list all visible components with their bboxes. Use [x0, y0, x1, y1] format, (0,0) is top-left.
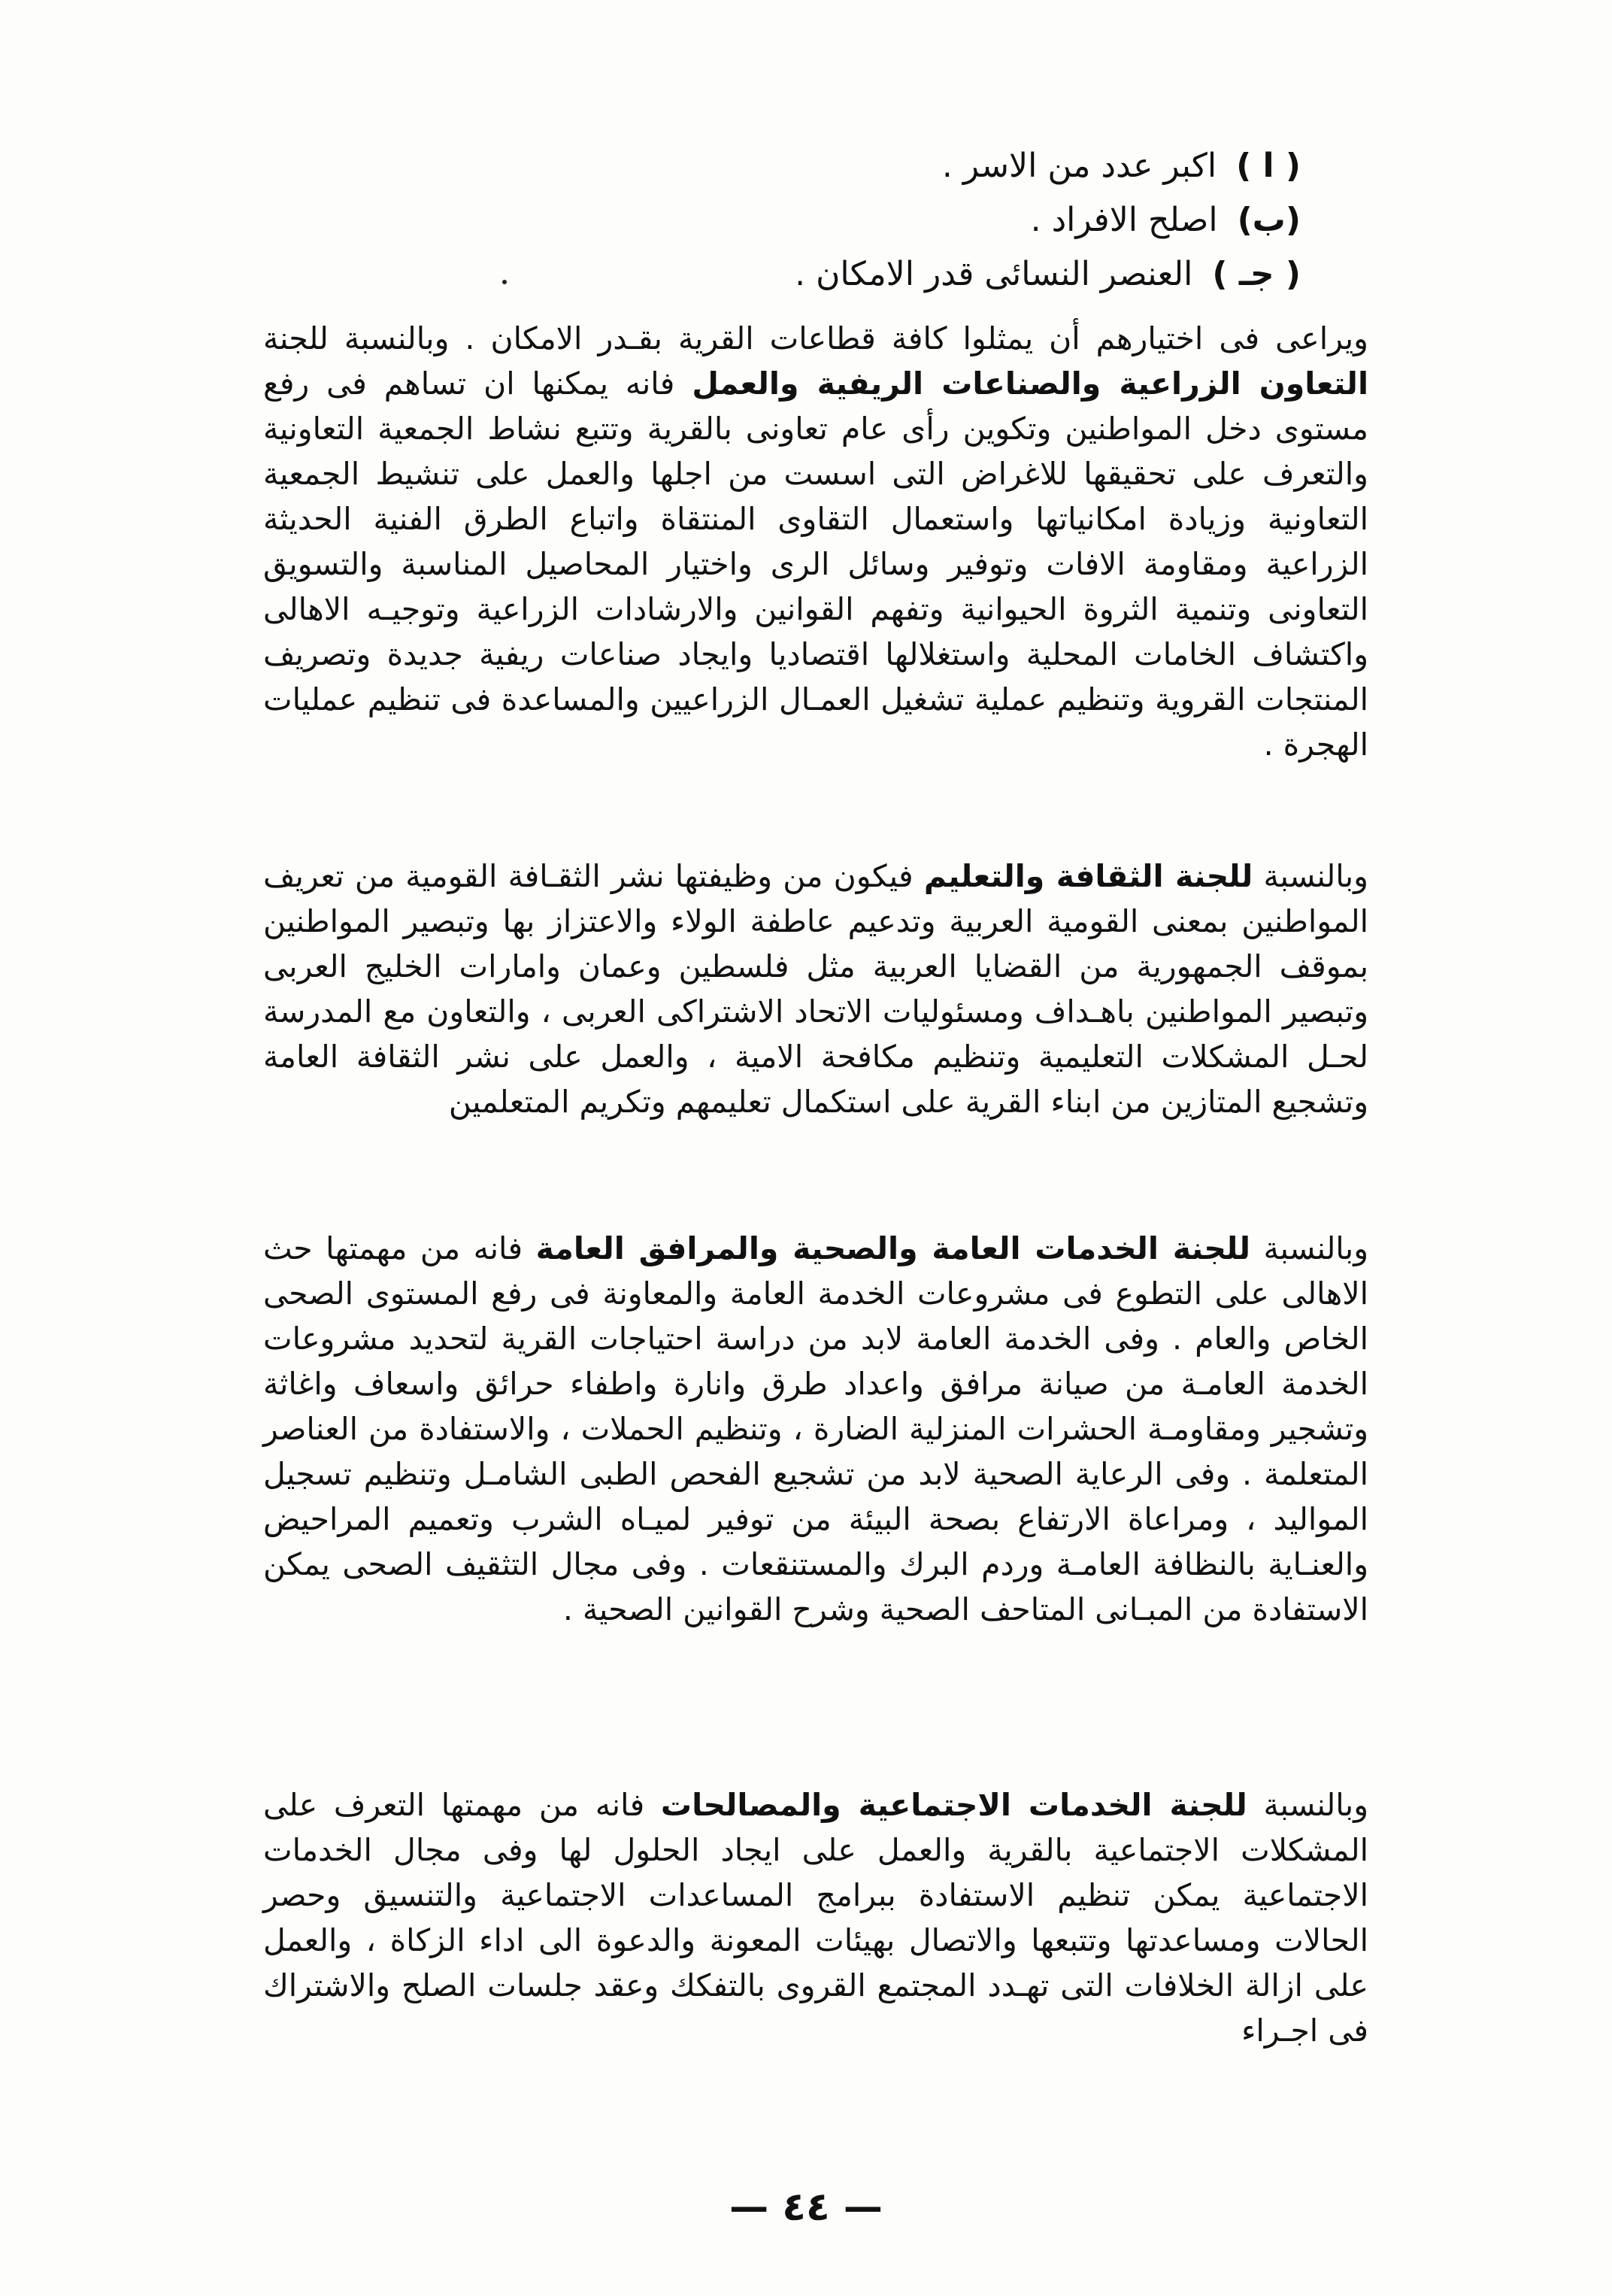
- paragraph-body: فيكون من وظيفتها نشر الثقـافة القومية من تعريف المواطنين بمعنى القومية العربية وتدعيم عاطفة الولاء والاعتزاز بها وتبصير المواطنين بموقف الجمهورية من القضايا العربية مثل فلسطين وعمان وامارات الخليج العربى وتبصير المواطنين باهـداف ومسئوليات الاتحاد الاشتراكى العربى ، والتعاون مع المدرسة لحـل المشكلات التعليمية وتنظيم مكافحة الامية ، والعمل على نشر الثقافة العامة وتشجيع المتازين من ابناء القرية على استكمال تعليمهم وتكريم المتعلمين: [263, 858, 1368, 1120]
- paragraph-intro: وبالنسبة: [1250, 1230, 1369, 1266]
- page-number: — ٤٤ —: [729, 2185, 883, 2230]
- paragraph-culture-committee: [263, 854, 1368, 1124]
- list-marker: ( جـ ): [1212, 255, 1301, 293]
- paragraph-public-services-committee: [263, 1226, 1368, 1632]
- committee-heading: للجنة الخدمات العامة والصحية والمرافق العامة: [535, 1230, 1251, 1266]
- committee-heading: للجنة الخدمات الاجتماعية والمصالحات: [660, 1787, 1247, 1823]
- paragraph-intro: ويراعى فى اختيارهم أن يمثلوا كافة قطاعات القرية بقـدر الامكان . وبالنسبة للجنة: [263, 320, 1368, 356]
- list-item: [677, 247, 1301, 302]
- criteria-list: [677, 139, 1301, 302]
- stray-dot-mark: [502, 280, 507, 284]
- paragraph-agriculture-committee: [263, 316, 1368, 767]
- list-item: [677, 193, 1301, 247]
- paragraph-intro: وبالنسبة: [1247, 1787, 1368, 1823]
- paragraph-body: فانه يمكنها ان تساهم فى رفع مستوى دخل المواطنين وتكوين رأى عام تعاونى بالقرية وتتبع نشاط الجمعية التعاونية والتعرف على تحقيقها للاغراض التى اسست من اجلها والعمل على تنشيط الجمعية التعاونية وزيادة امكانياتها واستعمال التقاوى المنتقاة واتباع الطرق الفنية الحديثة الزراعية ومقاومة الافات وتوفير وسائل الرى واختيار المحاصيل المناسبة والتسويق التعاونى وتنمية الثروة الحيوانية وتفهم القوانين والارشادات الزراعية وتوجيـه الاهالى واكتشاف الخامات المحلية واستغلالها اقتصاديا وايجاد صناعات ريفية جديدة وتصريف المنتجات القروية وتنظيم عملية تشغيل العمـال الزراعيين والمساعدة فى تنظيم عمليات الهجرة .: [263, 365, 1368, 763]
- list-item: [677, 139, 1301, 193]
- list-marker: (ب): [1237, 201, 1301, 239]
- list-item-text: العنصر النسائى قدر الامكان .: [795, 255, 1193, 293]
- committee-heading: للجنة الثقافة والتعليم: [923, 858, 1253, 894]
- paragraph-social-services-committee: [263, 1782, 1368, 2053]
- paragraph-intro: وبالنسبة: [1253, 858, 1368, 894]
- paragraph-body: فانه من مهمتها حث الاهالى على التطوع فى مشروعات الخدمة العامة والمعاونة فى رفع المستوى الصحى الخاص والعام . وفى الخدمة العامة لابد من دراسة احتياجات القرية لتحديد مشروعات الخدمة العامـة من صيانة مرافق واعداد طرق وانارة واطفاء حرائق واسعاف واغاثة وتشجير ومقاومـة الحشرات المنزلية الضارة ، وتنظيم الحملات ، والاستفادة من العناصر المتعلمة . وفى الرعاية الصحية لابد من تشجيع الفحص الطبى الشامـل وتنظيم تسجيل المواليد ، ومراعاة الارتفاع بصحة البيئة من توفير لميـاه الشرب وتعميم المراحيض والعنـاية بالنظافة العامـة وردم البرك والمستنقعات . وفى مجال التثقيف الصحى يمكن الاستفادة من المبـانى المتاحف الصحية وشرح القوانين الصحية .: [263, 1230, 1368, 1627]
- committee-heading: التعاون الزراعية والصناعات الريفية والعمل: [692, 365, 1368, 402]
- list-marker: ( ا ): [1236, 147, 1301, 185]
- list-item-text: اصلح الافراد .: [1030, 201, 1218, 239]
- list-item-text: اكبر عدد من الاسر .: [941, 147, 1217, 185]
- paragraph-body: فانه من مهمتها التعرف على المشكلات الاجتماعية بالقرية والعمل على ايجاد الحلول لها وفى مجال الخدمات الاجتماعية يمكن تنظيم الاستفادة ببرامج المساعدات الاجتماعية والتنسيق وحصر الحالات ومساعدتها وتتبعها والاتصال بهيئات المعونة والدعوة الى اداء الزكاة ، والعمل على ازالة الخلافات التى تهـدد المجتمع القروى بالتفكك وعقد جلسات الصلح والاشتراك فى اجـراء: [263, 1787, 1368, 2049]
